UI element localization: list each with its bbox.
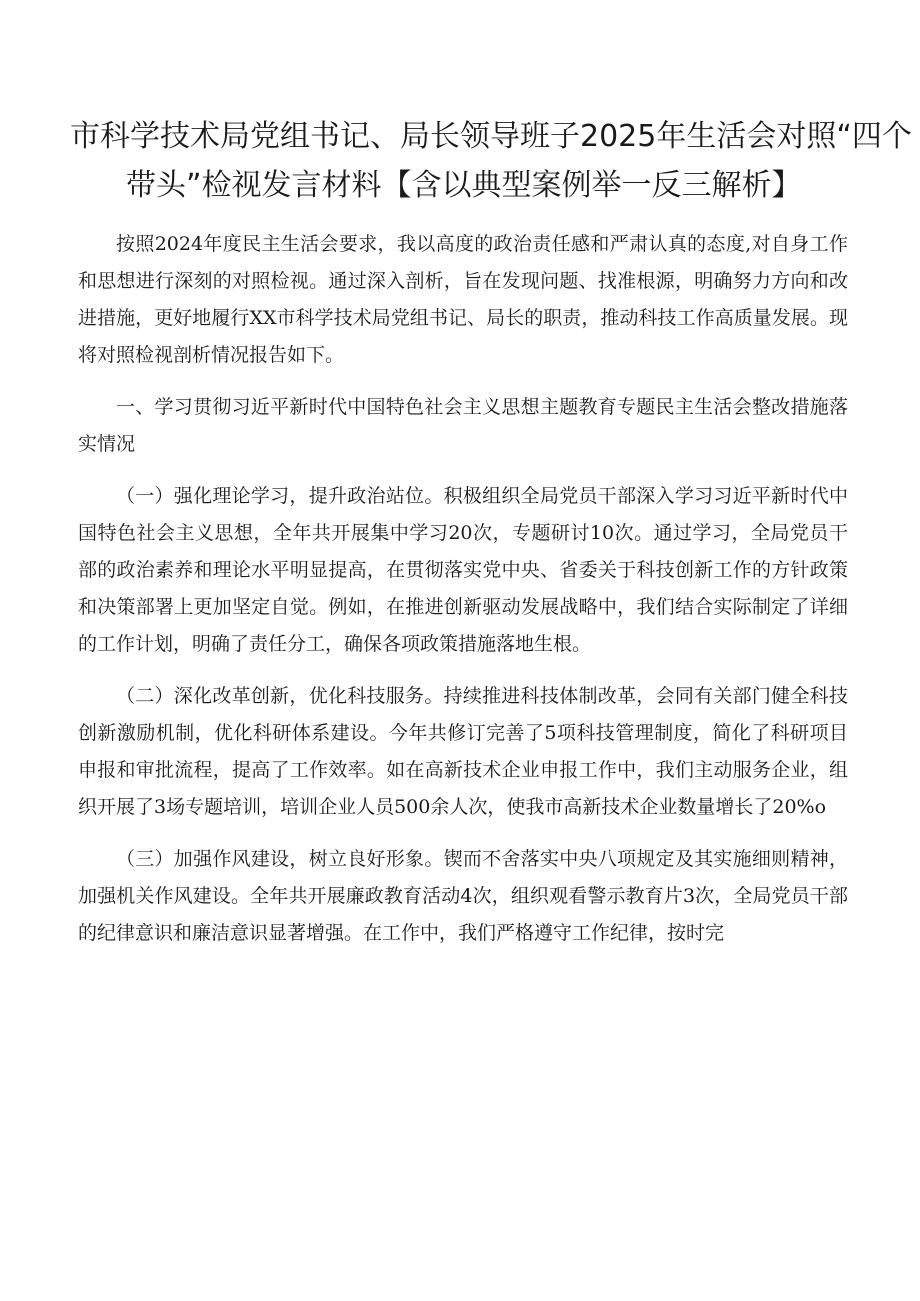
document-title-line-1: 市科学技术局党组书记、局长领导班子2025年生活会对照“四个 <box>70 119 912 154</box>
section-heading-1: 一、学习贯彻习近平新时代中国特色社会主义思想主题教育专题民主生活会整改措施落实情况 <box>78 396 848 455</box>
subsection-paragraph-3: （三）加强作风建设，树立良好形象。锲而不舍落实中央八项规定及其实施细则精神，加强机关作风建设。全年共开展廉政教育活动4次，组织观看警示教育片3次，全局党员干部的纪律意识和廉洁意识显著增强。在工作中，我们严格遵守工作纪律，按时完 <box>78 848 848 944</box>
document-title <box>70 112 912 210</box>
subsection-paragraph-1: （一）强化理论学习，提升政治站位。积极组织全局党员干部深入学习习近平新时代中国特色社会主义思想，全年共开展集中学习20次，专题研讨10次。通过学习，全局党员干部的政治素养和理论水平明显提高，在贯彻落实党中央、省委关于科技创新工作的方针政策和决策部署上更加坚定自觉。例如，在推进创新驱动发展战略中，我们结合实际制定了详细的工作计划，明确了责任分工，确保各项政策措施落地生根。 <box>78 485 848 655</box>
subsection-paragraph-2: （二）深化改革创新，优化科技服务。持续推进科技体制改革，会同有关部门健全科技创新激励机制，优化科研体系建设。今年共修订完善了5项科技管理制度，简化了科研项目申报和审批流程，提高了工作效率。如在高新技术企业申报工作中，我们主动服务企业，组织开展了3场专题培训，培训企业人员500余人次，使我市高新技术企业数量增长了20%o <box>78 685 848 818</box>
document-title-line-2: 带头”检视发言材料【含以典型案例举一反三解析】 <box>126 168 802 203</box>
intro-paragraph: 按照2024年度民主生活会要求，我以高度的政治责任感和严肃认真的态度,对自身工作和思想进行深刻的对照检视。通过深入剖析，旨在发现问题、找准根源，明确努力方向和改进措施，更好地履行XX市科学技术局党组书记、局长的职责，推动科技工作高质量发展。现将对照检视剖析情况报告如下。 <box>78 233 848 366</box>
document-body <box>78 226 848 952</box>
